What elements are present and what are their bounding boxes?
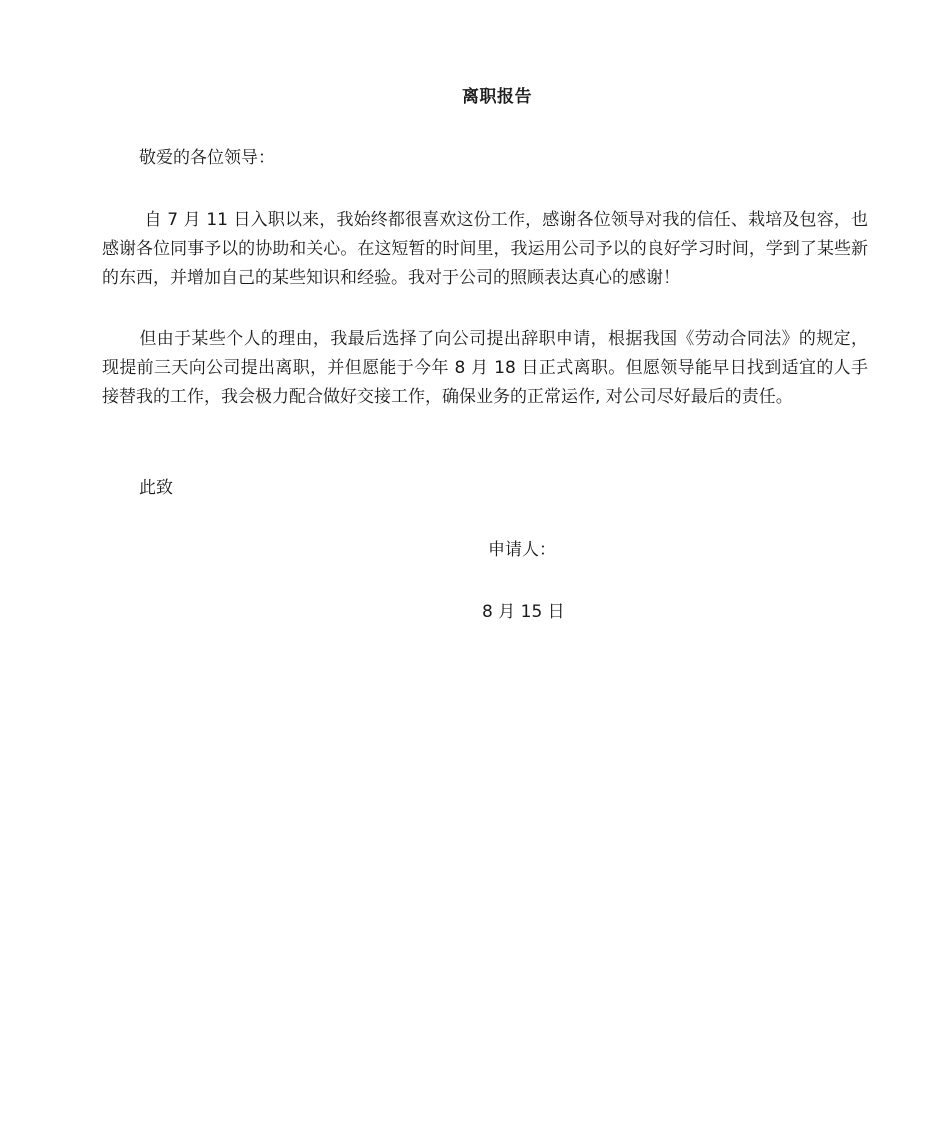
closing-line: 此致 xyxy=(139,478,173,498)
signature-date: 8 月 15 日 xyxy=(482,602,565,622)
document-title: 离职报告 xyxy=(462,87,532,107)
applicant-label: 申请人： xyxy=(488,540,556,560)
body-paragraph-2-text: 但由于某些个人的理由，我最后选择了向公司提出辞职申请，根据我国《劳动合同法》的规定，现提前三天向公司提出离职，并但愿能于今年 8 月 18 日正式离职。但愿领导能早日找到适宜的人手接替我的工作，我会极力配合做好交接工作，确保业务的正常运作, 对公司尽好最后的责任。 xyxy=(102,329,868,407)
body-paragraph-1 xyxy=(102,206,868,293)
body-paragraph-2 xyxy=(102,325,868,412)
salutation: 敬爱的各位领导： xyxy=(139,148,275,168)
body-paragraph-1-text: 自 7 月 11 日入职以来，我始终都很喜欢这份工作，感谢各位领导对我的信任、栽培及包容，也感谢各位同事予以的协助和关心。在这短暂的时间里，我运用公司予以的良好学习时间，学到了某些新的东西，并增加自己的某些知识和经验。我对于公司的照顾表达真心的感谢！ xyxy=(102,210,868,288)
